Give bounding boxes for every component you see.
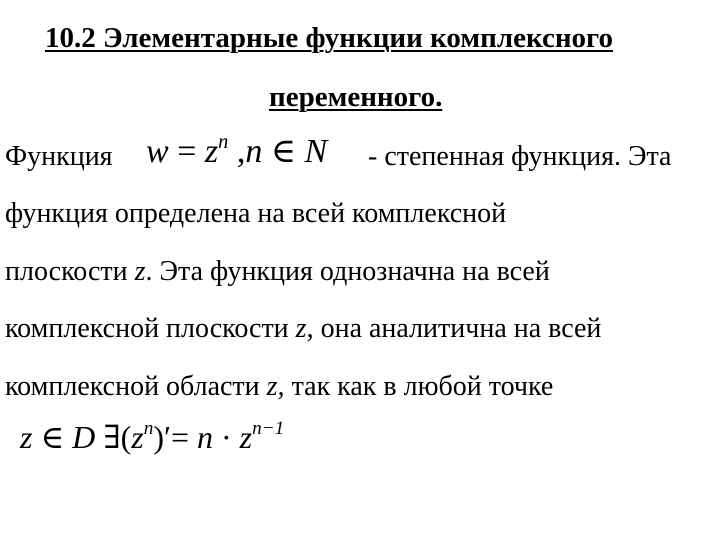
derivative-coefficient-n: n (197, 419, 214, 455)
formula-exponent-n: n (218, 130, 229, 153)
line-4-text-a: комплексной плоскости (5, 313, 296, 344)
derivative-exists: ∃( (95, 419, 132, 455)
line-5-var-z: z, (266, 371, 285, 402)
derivative-domain-D: D (72, 419, 96, 455)
paragraph-line-3 (5, 256, 550, 288)
derivative-z-power: z (131, 419, 144, 455)
line-3-var-z: z (134, 256, 146, 287)
power-function-formula (146, 131, 327, 171)
derivative-dot: · (213, 419, 240, 455)
formula-z: z (204, 133, 219, 170)
paragraph-line-5 (5, 371, 553, 403)
paragraph-line-4 (5, 313, 601, 345)
derivative-formula (20, 418, 284, 456)
title-line-1: 10.2 Элементарные функции комплексного (45, 22, 613, 54)
formula-comma: , (228, 133, 246, 170)
formula-element-of: ∈ (262, 133, 305, 170)
paragraph-line-1-prefix: Функция (5, 141, 113, 172)
paragraph-line-1-suffix: - степенная функция. Эта (368, 141, 672, 172)
derivative-element-of: ∈ (32, 419, 73, 455)
line-3-text-a: плоскости (5, 256, 135, 287)
formula-w: w (146, 133, 169, 170)
paragraph-line-2: функция определена на всей комплексной (5, 198, 507, 229)
derivative-exponent-n: n (143, 418, 154, 440)
derivative-exponent-n-minus-1: n−1 (252, 418, 285, 440)
line-3-text-b: . Эта функция однозначна на всей (145, 256, 550, 287)
title-line-2: переменного. (269, 81, 443, 113)
formula-n: n (245, 133, 263, 170)
formula-equals: = (168, 133, 205, 170)
derivative-z-result: z (239, 419, 253, 455)
formula-naturals: N (304, 133, 328, 170)
derivative-z: z (20, 419, 33, 455)
line-4-var-z: z (295, 313, 307, 344)
line-5-text-a: комплексной области (5, 371, 267, 402)
derivative-prime-equals: )′= (153, 419, 198, 455)
line-5-text-b: так как в любой точке (284, 371, 554, 402)
line-4-text-b: , она аналитична на всей (306, 313, 602, 344)
